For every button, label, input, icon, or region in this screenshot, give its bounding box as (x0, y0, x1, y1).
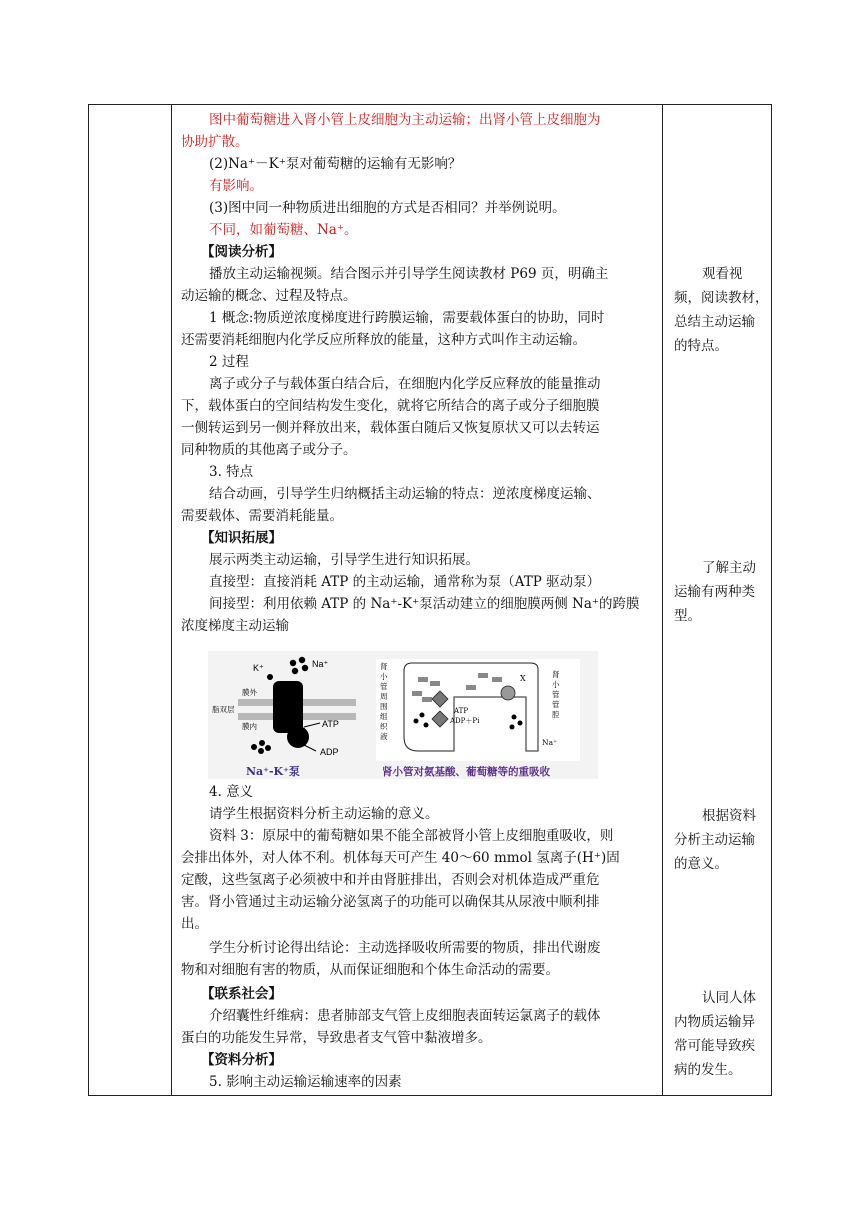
side-text: 常可能导致疾 (674, 1038, 755, 1054)
svg-text:织: 织 (380, 722, 388, 731)
side-text: 运输有两种类 (674, 584, 755, 600)
text-line: 蛋白的功能发生异常，导致患者支气管中黏液增多。 (181, 1030, 492, 1046)
caption-left: Na⁺-K⁺泵 (246, 765, 300, 778)
svg-text:组: 组 (380, 712, 388, 721)
text-line: 请学生根据资料分析主动运输的意义。 (209, 806, 439, 822)
text-line: 下，载体蛋白的空间结构发生变化，就将它所结合的离子或分子细胞膜 (181, 398, 600, 414)
text-line: 学生分析讨论得出结论：主动选择吸收所需要的物质，排出代谢废 (209, 940, 601, 956)
svg-text:管: 管 (552, 700, 560, 709)
text-line: 害。肾小管通过主动运输分泌氢离子的功能可以确保其从尿液中顺利排 (181, 894, 600, 910)
text-line: (2)Na⁺－K⁺泵对葡萄糖的运输有无影响？ (209, 156, 462, 172)
side-text: 内物质运输异 (674, 1014, 755, 1030)
text-line: 定酸，这些氢离子必须被中和并由肾脏排出，否则会对机体造成严重危 (181, 872, 600, 888)
svg-text:小: 小 (380, 672, 388, 681)
text-line: 播放主动运输视频。结合图示并引导学生阅读教材 P69 页，明确主 (209, 266, 609, 282)
text-line: 直接型：直接消耗 ATP 的主动运输，通常称为泵（ATP 驱动泵） (209, 574, 601, 590)
section-heading: 【知识拓展】 (201, 530, 282, 546)
svg-text:肾: 肾 (552, 670, 560, 679)
text-line: 5. 影响主动运输运输速率的因素 (209, 1074, 402, 1090)
svg-text:周: 周 (380, 692, 388, 701)
text-line: 1 概念:物质逆浓度梯度进行跨膜运输，需要载体蛋白的协助，同时 (209, 310, 605, 326)
lesson-table (88, 104, 772, 1096)
text-line: 浓度梯度主动运输 (181, 618, 289, 634)
side-text: 总结主动运输 (674, 314, 755, 330)
side-text: 认同人体 (702, 990, 756, 1006)
column-divider-2 (662, 105, 663, 1095)
x-label: X (520, 674, 526, 683)
adp-label: ADP (320, 747, 339, 757)
side-text: 频，阅读教材， (674, 290, 769, 306)
text-line: 介绍囊性纤维病：患者肺部支气管上皮细胞表面转运氯离子的载体 (209, 1008, 601, 1024)
tubule-reabsorption-diagram (376, 659, 580, 778)
side-text: 的特点。 (674, 338, 728, 354)
side-text: 的意义。 (674, 856, 728, 872)
text-line: 图中葡萄糖进入肾小管上皮细胞为主动运输；出肾小管上皮细胞为 (209, 112, 601, 128)
svg-text:管: 管 (552, 690, 560, 699)
side-text: 根据资料 (702, 808, 756, 824)
text-line: 还需要消耗细胞内化学反应所释放的能量，这种方式叫作主动运输。 (181, 332, 586, 348)
inner-label: 膜内 (242, 722, 257, 731)
na-label: Na⁺ (312, 659, 329, 669)
section-heading: 【联系社会】 (201, 986, 282, 1002)
text-line: 间接型：利用依赖 ATP 的 Na⁺-K⁺泵活动建立的细胞膜两侧 Na⁺的跨膜 (209, 596, 640, 612)
text-line: (3)图中同一种物质进出细胞的方式是否相同？并举例说明。 (209, 200, 566, 216)
text-line: 有影响。 (209, 178, 263, 194)
lumen-label (552, 669, 560, 719)
atp-label: ATP (322, 719, 339, 729)
side-text: 了解主动 (702, 560, 756, 576)
adp2-label: ADP＋Pi (450, 717, 480, 725)
svg-text:小: 小 (552, 680, 560, 689)
text-line: 2 过程 (209, 354, 249, 370)
svg-text:管: 管 (380, 682, 388, 691)
svg-text:液: 液 (380, 732, 388, 741)
text-line: 出。 (181, 916, 208, 932)
side-text: 病的发生。 (674, 1062, 742, 1078)
section-heading: 【资料分析】 (201, 1052, 282, 1068)
section-heading: 【阅读分析】 (201, 244, 282, 260)
side-text: 观看视 (702, 266, 743, 282)
active-transport-figure (208, 651, 598, 779)
text-line: 不同，如葡萄糖、Na⁺。 (209, 222, 358, 238)
svg-text:围: 围 (380, 702, 388, 711)
caption-right: 肾小管对氨基酸、葡萄糖等的重吸收 (382, 766, 550, 778)
text-line: 4. 意义 (209, 784, 254, 800)
text-line: 同种物质的其他离子或分子。 (181, 442, 357, 458)
text-line: 物和对细胞有害的物质，从而保证细胞和个体生命活动的需要。 (181, 962, 559, 978)
svg-text:肾: 肾 (380, 662, 388, 671)
lipid-label: 脂双层 (212, 705, 235, 714)
text-line: 资料 3：原尿中的葡萄糖如果不能全部被肾小管上皮细胞重吸收，则 (209, 828, 614, 844)
text-line: 会排出体外，对人体不利。机体每天可产生 40～60 mmol 氢离子(H⁺)固 (181, 850, 620, 866)
text-line: 需要载体、需要消耗能量。 (181, 508, 343, 524)
side-text: 型。 (674, 608, 701, 624)
text-line: 离子或分子与载体蛋白结合后，在细胞内化学反应释放的能量推动 (209, 376, 601, 392)
text-line: 协助扩散。 (181, 134, 249, 150)
text-line: 一侧转运到另一侧并释放出来，载体蛋白随后又恢复原状又可以去转运 (181, 420, 600, 436)
text-line: 展示两类主动运输，引导学生进行知识拓展。 (209, 552, 479, 568)
text-line: 动运输的概念、过程及特点。 (181, 288, 357, 304)
svg-text:腔: 腔 (552, 710, 560, 719)
text-line: 结合动画，引导学生归纳概括主动运输的特点：逆浓度梯度运输、 (209, 486, 601, 502)
na2-label: Na⁺ (542, 738, 557, 747)
text-line: 3. 特点 (209, 464, 254, 480)
outer-label: 膜外 (242, 688, 257, 697)
atp2-label: ATP (454, 707, 469, 715)
column-divider-1 (171, 105, 172, 1095)
side-text: 分析主动运输 (674, 832, 755, 848)
k-label: K⁺ (253, 663, 264, 673)
